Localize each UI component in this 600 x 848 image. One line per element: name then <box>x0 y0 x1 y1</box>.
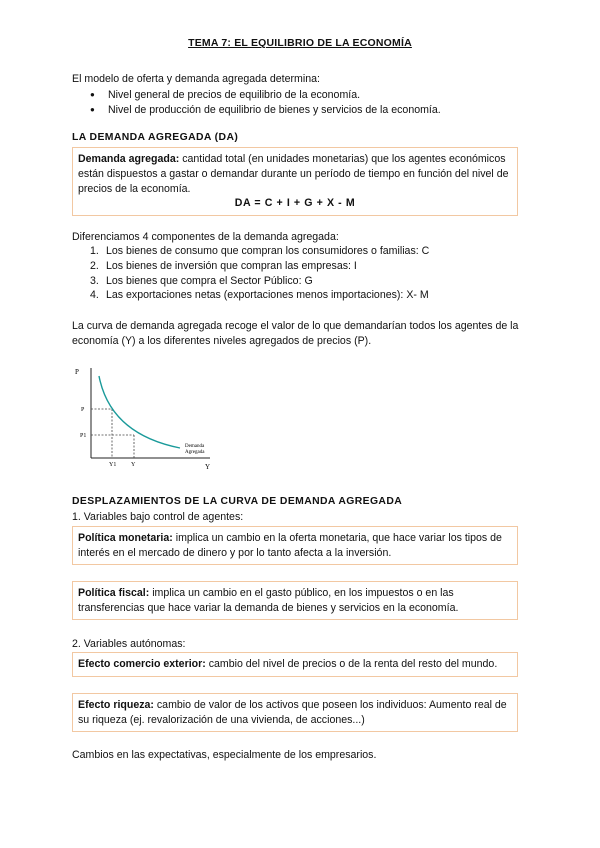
closing-text: Cambios en las expectativas, especialmente de los empresarios. <box>72 749 377 761</box>
fiscal-policy-box <box>72 581 518 620</box>
intro-bullet-list <box>72 88 441 118</box>
aggregate-demand-graph <box>72 362 222 474</box>
fiscal-term: Política fiscal: <box>78 587 150 599</box>
graph-y-label: Y <box>131 462 136 468</box>
monetary-term: Política monetaria: <box>78 532 173 544</box>
da-formula: DA = C + I + G + X - M <box>234 197 356 210</box>
monetary-text: implica un cambio en la oferta monetaria, que hace variar los tipos de interés en el mercado de dinero y por lo tanto afecta a la inversión. <box>78 532 502 559</box>
component-item: 1. Los bienes de consumo que compran los consumidores o familias: C <box>90 245 430 257</box>
shifts-subheading-1: 1. Variables bajo control de agentes: <box>72 511 244 523</box>
page-title: TEMA 7: EL EQUILIBRIO DE LA ECONOMÍA <box>188 37 412 49</box>
curve-description: La curva de demanda agregada recoge el valor de lo que demandarían todos los agentes de la economía (Y) a los diferentes niveles agregados de precios (P). <box>72 320 519 347</box>
definition-text: cantidad total (en unidades monetarias) que los agentes económicos están dispuestos a gastar o demandar durante un período de tiempo en función del nivel de precios de la economía. <box>78 153 509 195</box>
graph-curve-label-line1: Demanda <box>185 444 205 449</box>
graph-p1-label: P1 <box>80 433 87 439</box>
monetary-policy-box <box>72 526 518 565</box>
intro-text: El modelo de oferta y demanda agregada determina: <box>72 73 320 85</box>
wealth-term: Efecto riqueza: <box>78 699 154 711</box>
graph-x-axis-label: Y <box>205 463 211 471</box>
graph-curve-label-line2: Agregada <box>185 450 205 455</box>
components-intro: Diferenciamos 4 componentes de la demanda agregada: <box>72 231 339 243</box>
graph-p-label: P <box>81 407 85 413</box>
trade-effect-box <box>72 652 518 677</box>
aggregate-demand-curve <box>99 376 180 448</box>
wealth-text: cambio de valor de los activos que poseen los individuos: Aumento real de su riqueza (ej. revalorización de una vivienda, de acciones...) <box>78 699 507 726</box>
component-item: 2. Los bienes de inversión que compran las empresas: I <box>90 259 357 272</box>
wealth-effect-box <box>72 693 518 732</box>
section-heading-shifts: DESPLAZAMIENTOS DE LA CURVA DE DEMANDA AGREGADA <box>72 496 403 507</box>
fiscal-text: implica un cambio en el gasto público, en los impuestos o en las transferencias que hace variar la demanda de bienes y servicios en la economía. <box>78 587 459 614</box>
graph-y-axis-label: P <box>75 368 79 376</box>
shifts-subheading-2: 2. Variables autónomas: <box>72 638 186 650</box>
intro-bullet: ● Nivel general de precios de equilibrio de la economía. <box>72 88 441 103</box>
intro-bullet: ● Nivel de producción de equilibrio de bienes y servicios de la economía. <box>72 103 441 118</box>
graph-y1-label: Y1 <box>109 462 117 468</box>
definition-box-da <box>72 147 518 216</box>
component-item: 3. Los bienes que compra el Sector Público: G <box>90 274 313 287</box>
components-list <box>72 244 429 303</box>
definition-term: Demanda agregada: <box>78 153 180 165</box>
section-heading-da: LA DEMANDA AGREGADA (DA) <box>72 132 239 143</box>
component-item: 4. Las exportaciones netas (exportaciones menos importaciones): X- M <box>90 289 429 302</box>
trade-term: Efecto comercio exterior: <box>78 658 206 670</box>
trade-text: cambio del nivel de precios o de la renta del resto del mundo. <box>205 658 498 670</box>
